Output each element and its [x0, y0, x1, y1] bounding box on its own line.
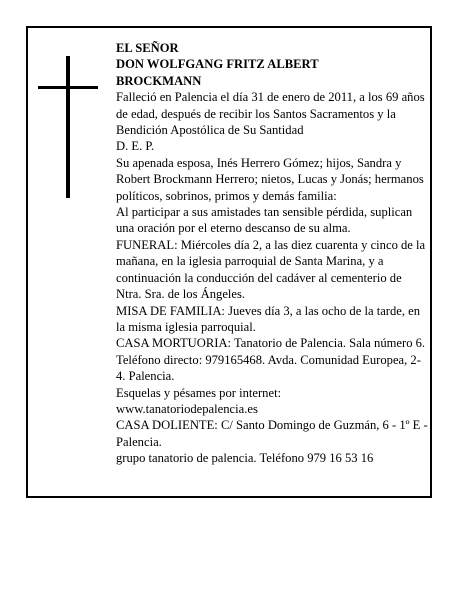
notice-text: [116, 40, 428, 467]
deceased-name-line-1: DON WOLFGANG FRITZ ALBERT: [116, 57, 319, 72]
funeral-details: FUNERAL: Miércoles día 2, a las diez cuarenta y cinco de la mañana, en la iglesia parroquial de Santa Marina, y a continuación la conducción del cadáver al cementerio de Ntra. Sra. de los Ángeles.: [116, 237, 426, 302]
condolences-website: www.tanatoriodepalencia.es: [116, 401, 258, 416]
latin-cross-icon: [38, 56, 98, 198]
death-announcement: Falleció en Palencia el día 31 de enero de 2011, a los 69 años de edad, después de recibir los Santos Sacramentos y la Bendición Apostólica de Su Santidad: [116, 90, 425, 138]
family-mass-details: MISA DE FAMILIA: Jueves día 3, a las ocho de la tarde, en la misma iglesia parroquial.: [116, 303, 421, 334]
rip-line: D. E. P.: [116, 139, 155, 154]
funeral-home-contact: grupo tanatorio de palencia. Teléfono 979 16 53 16: [116, 451, 374, 466]
cross-vertical-bar: [66, 56, 70, 198]
prayer-request: Al participar a sus amistades tan sensible pérdida, suplican una oración por el eterno descanso de su alma.: [116, 205, 413, 236]
mortuary-details: CASA MORTUORIA: Tanatorio de Palencia. Sala número 6. Teléfono directo: 979165468. Avda. Comunidad Europea, 2-4. Palencia.: [116, 336, 426, 384]
cross-horizontal-bar: [38, 86, 98, 89]
title-line-1: EL SEÑOR: [116, 41, 179, 55]
deceased-name-line-2: BROCKMANN: [116, 73, 202, 88]
family-list: Su apenada esposa, Inés Herrero Gómez; hijos, Sandra y Robert Brockmann Herrero; nietos, Lucas y Jonás; hermanos políticos, sobrinos, primos y demás familia:: [116, 155, 424, 203]
obituary-notice: [26, 26, 432, 498]
mourning-home-details: CASA DOLIENTE: C/ Santo Domingo de Guzmán, 6 - 1º E - Palencia.: [116, 418, 428, 449]
condolences-label: Esquelas y pésames por internet:: [116, 385, 282, 400]
